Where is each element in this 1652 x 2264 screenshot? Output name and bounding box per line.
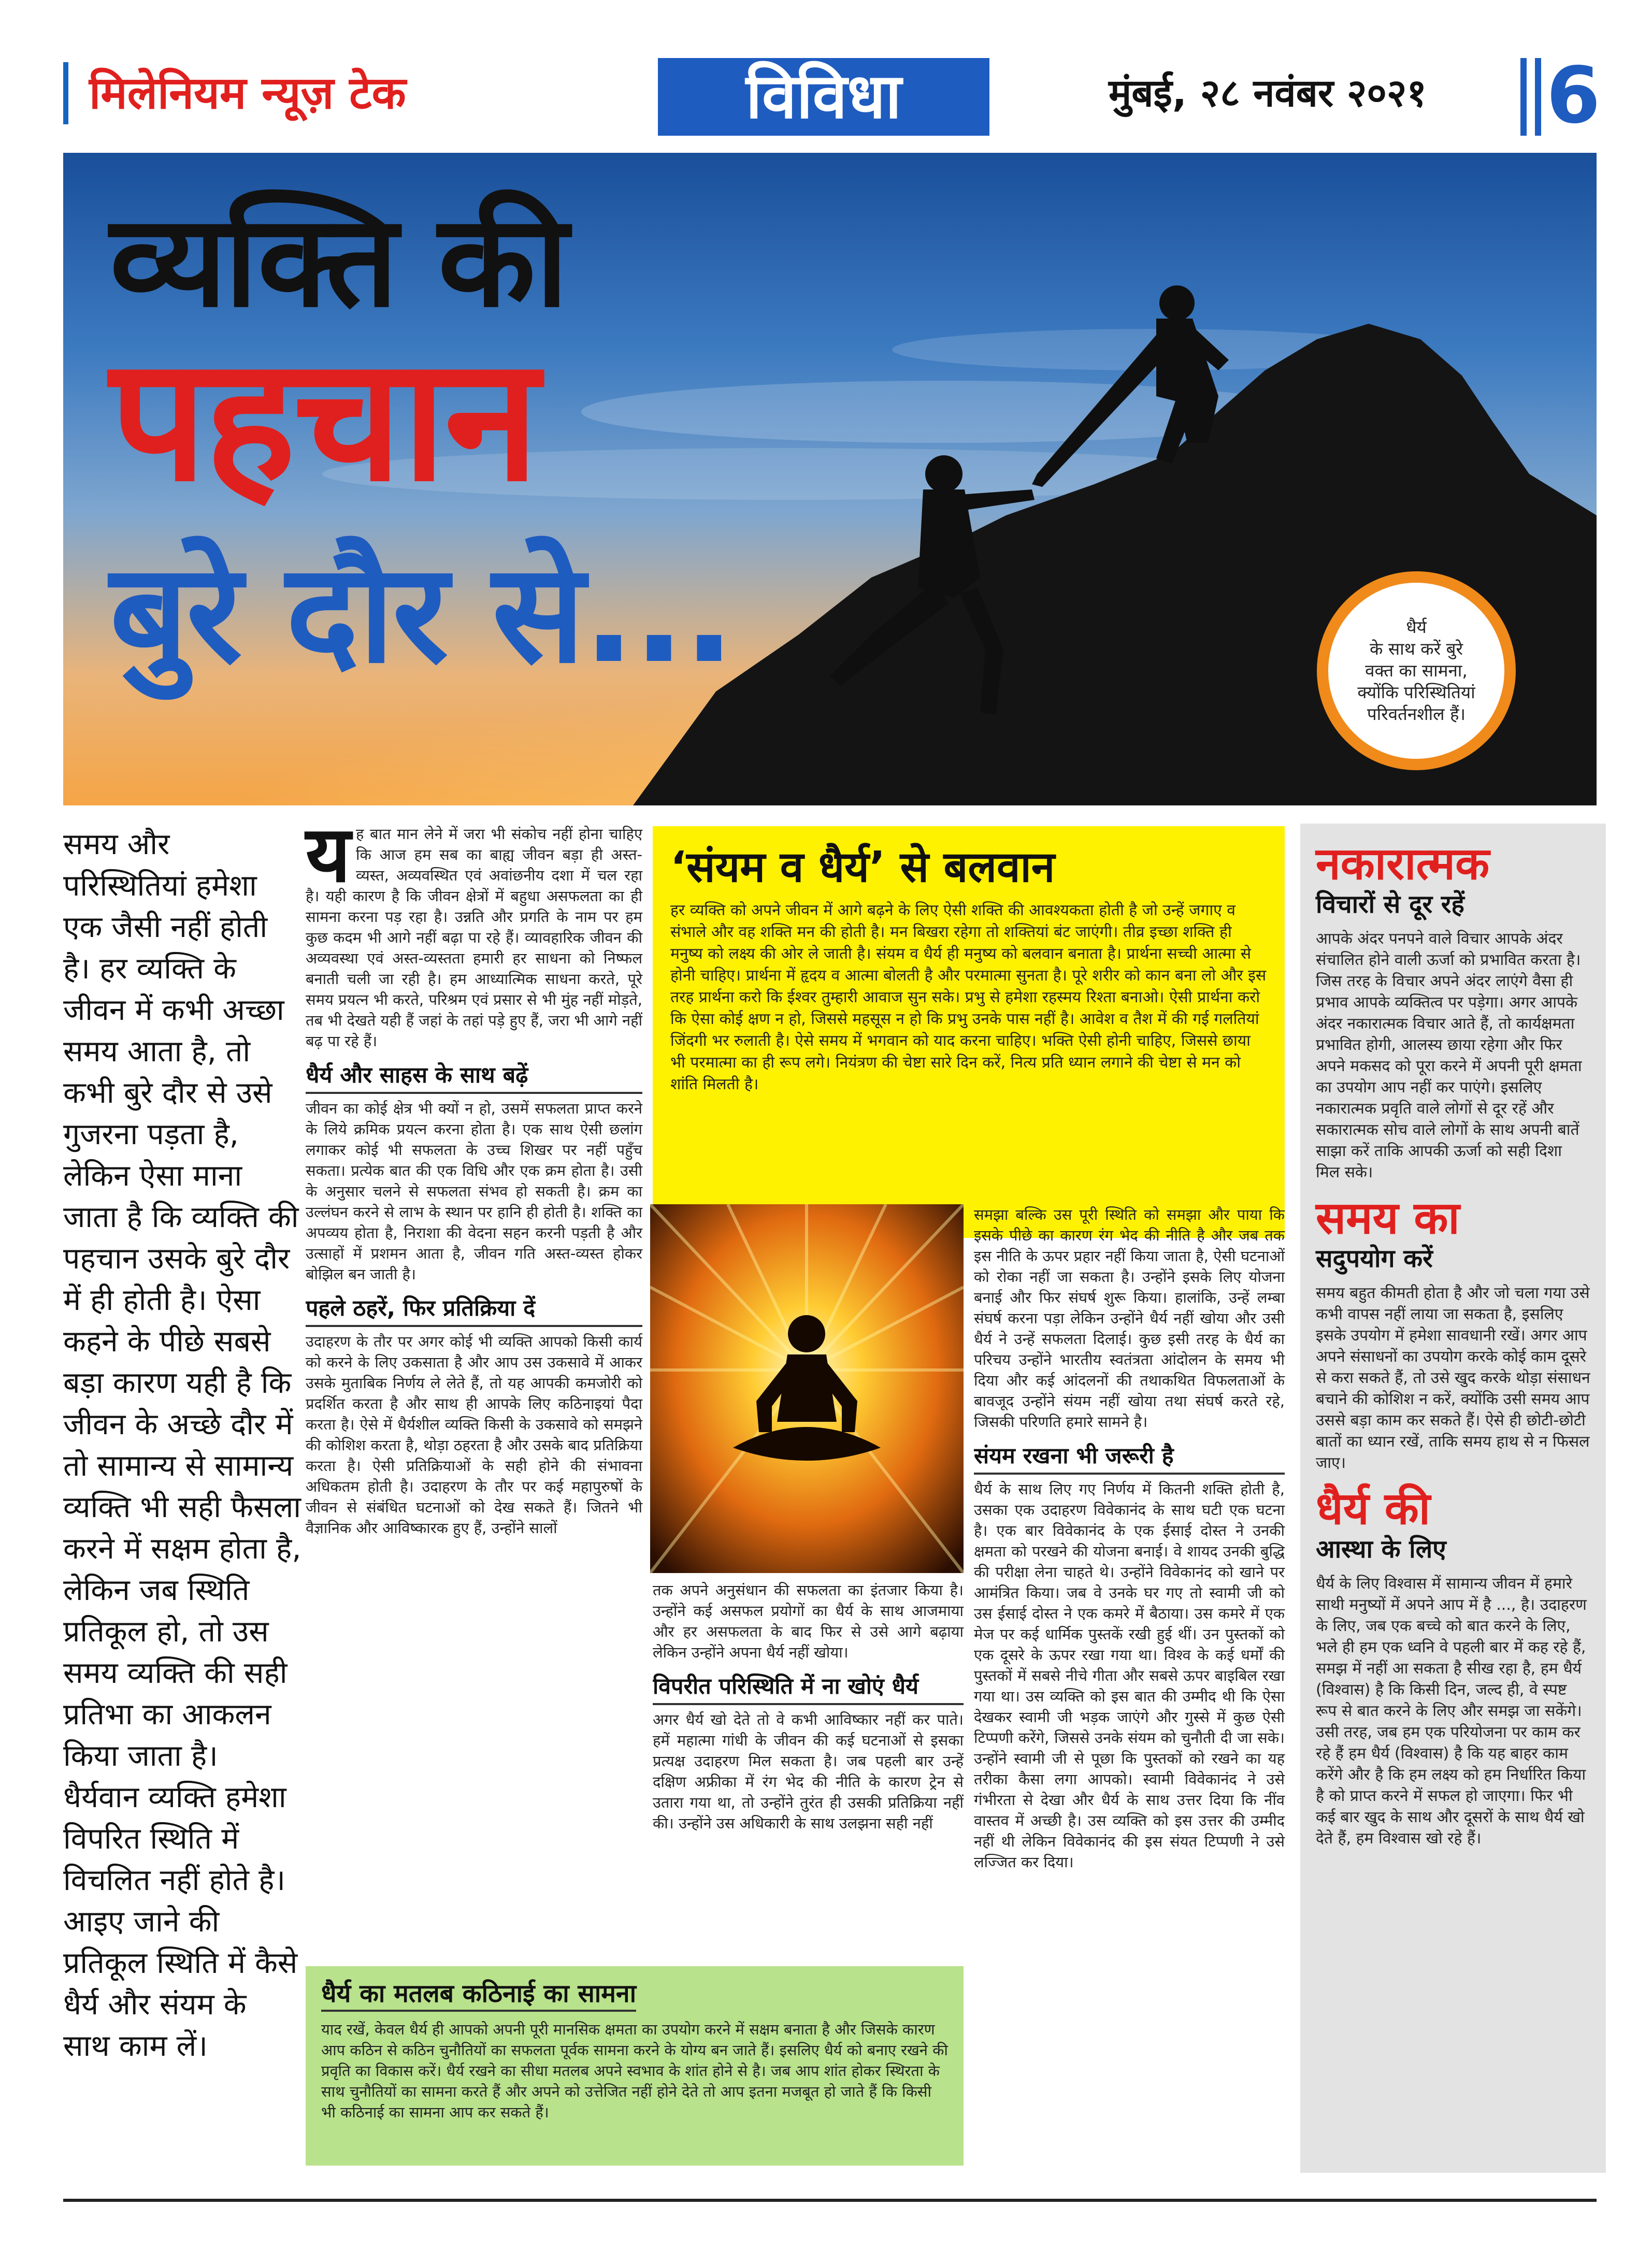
paragraph-gandhi: समझा बल्कि उस पूरी स्थिति को समझा और पाया कि इसके पीछे का कारण रंग भेद की नीति है और जब तक इस नीति के ऊपर प्रहार नहीं किया जाता है, ऐसी घटनाओं को रोका नहीं जा सकता है। उन्होंने इसके लिए योजना बनाई और फिर संघर्ष शुरू किया। हालांकि, उन्हें लम्बा संघर्ष करना पड़ा लेकिन उन्होंने धैर्य नहीं खोया और उसी धैर्य ने उन्हें सफलता दिलाई। कुछ इसी तरह के धैर्य का परिचय उन्होंने भारतीय स्वतंत्रता आंदोलन के समय भी दिया और कई आंदलनों की तथाकथित विफलताओं के बावजूद उन्होंने संयम नहीं खोया तथा संघर्ष करते रहे, जिसकी परिणति हमारे सामने है। — [974, 1206, 1285, 1431]
headline-line-1: व्यक्ति की — [110, 188, 567, 335]
sidebar-text-samay: समय बहुत कीमती होता है और जो चला गया उसे कभी वापस नहीं लाया जा सकता है, इसलिए इसके उपयोग में हमेशा सावधानी रखें। अगर आप अपने संसाधनों का उपयोग करके कोई काम दूसरे से करा सकते हैं, तो उसे खुद करके थोड़ा संसाधन बचाने की कोशिश न करें, क्योंकि उसी समय आप उससे बड़ा काम कर सकते हैं। ऐसे ही छोटी-छोटी बातों का ध्यान रखें, ताकि समय हाथ से न फिसल जाए। — [1316, 1284, 1590, 1472]
paragraph-vivekanand: धैर्य के साथ लिए गए निर्णय में कितनी शक्ति होती है, उसका एक उदाहरण विवेकानंद के साथ घटी एक घटना है। एक बार विवेकानंद के एक ईसाई दोस्त ने उनकी क्षमता को परखने की योजना बनाई। वे शायद उनकी बुद्धि की परीक्षा लेना चाहते थे। उन्होंने विवेकानंद को खाने पर आमंत्रित किया। जब वे उनके घर गए तो स्वामी जी को उस ईसाई दोस्त ने एक कमरे में बैठाया। उस कमरे में एक मेज पर कई धार्मिक पुस्तकें रखी हुई थीं। उन पुस्तकों को एक दूसरे के ऊपर रखा गया था। विश्व के कई धर्मों की पुस्तकों में सबसे नीचे गीता और सबसे ऊपर बाइबिल रखा गया था। उस व्यक्ति को इस बात की उम्मीद थी कि ऐसा देखकर स्वामी जी भड़क जाएंगे और गुस्से में कुछ ऐसी टिप्पणी करेंगे, जिससे उनके संयम को चुनौती दी जा सके। उन्होंने स्वामी जी से पूछा कि पुस्तकों को रखने का यह तरीका कैसा लगा आपको। स्वामी विवेकानंद ने उसे गंभीरता से देखा और धैर्य के साथ उत्तर दिया कि नींव वास्तव में अच्छी है। उस व्यक्ति को इस उत्तर की उम्मीद नहीं थी लेकिन विवेकानंद की इस संयत टिप्पणी ने उसे लज्जित कर दिया। — [974, 1480, 1285, 1871]
highlight-box-kathinai — [306, 1966, 964, 2166]
footer-rule — [63, 2199, 1597, 2202]
subhead-pehle-thahren: पहले ठहरें, फिर प्रतिक्रिया दें — [306, 1294, 642, 1327]
green-box-title: धैर्य का मतलब कठिनाई का सामना — [321, 1978, 636, 2012]
hero-banner — [63, 153, 1597, 805]
sidebar-heading-samay: समय का — [1316, 1192, 1460, 1244]
highlight-box-body: हर व्यक्ति को अपने जीवन में आगे बढ़ने के लिए ऐसी शक्ति की आवश्यकता होती है जो उन्हें जगाए व संभाले और वह शक्ति मन की होती है। मन बिखरा रहेगा तो शक्तियां बंट जाएंगी। तीव्र इच्छा शक्ति ही मनुष्य को लक्ष्य की ओर ले जाती है। संयम व धैर्य ही मनुष्य को बलवान बनाता है। प्रार्थना सच्ची आत्मा से होनी चाहिए। प्रार्थना में हृदय व आत्मा बोलती है और परमात्मा सुनता है। पूरे शरीर को कान बना लो और इस तरह प्रार्थना करो कि ईश्वर तुम्हारी आवाज सुन सके। प्रभु से हमेशा रहस्मय रिश्ता बनाओ। ऐसी प्रार्थना करो कि ऐसा कोई क्षण न हो, जिससे महसूस न हो कि प्रभु उनके पास नहीं है। आवेश व तैश में की गई गलतियां जिंदगी भर रुलाती है। ऐसे समय में भगवान को याद करना चाहिए। भक्ति ऐसी होनी चाहिए, जिससे छाया भी परमात्मा का ही रूप लगे। नियंत्रण की चेष्टा सारे दिन करें, नित्य प्रति ध्यान लगाने की चेष्टा से मन को शांति मिलती है। — [670, 901, 1267, 1093]
sidebar-subheading-dhairya: आस्था के लिए — [1316, 1535, 1446, 1564]
article-intro-text: ह बात मान लेने में जरा भी संकोच नहीं होना चाहिए कि आज हम सब का बाह्य जीवन बड़ा ही अस्त-व्यस्त, अव्यवस्थित एवं अवांछनीय दशा में चल रहा है। यही कारण है कि जीवन क्षेत्रों में बहुधा असफलता का ही सामना करना पड़ रहा है। उन्नति और प्रगति के नाम पर हम कुछ कदम भी आगे नहीं बढ़ा पा रहे हैं। व्यावहारिक जीवन की अव्यवस्था एवं अस्त-व्यस्तता हमारी हर साधना को निष्फल बनाती चली जा रही है। हम आध्यात्मिक साधना करते, पूरे समय प्रयत्न भी करते, परिश्रम एवं प्रसार से भी मुंह नहीं मोड़ते, तब भी देखते यही हैं जहां के तहां पड़े हुए हैं, जरा भी आगे नहीं बढ़ पा रहे हैं। — [306, 825, 642, 1050]
dateline: मुंबई, २८ नवंबर २०२१ — [1109, 71, 1427, 116]
sidebar-heading-dhairya: धैर्य की — [1316, 1483, 1431, 1535]
paragraph-pehle-thahren: उदाहरण के तौर पर अगर कोई भी व्यक्ति आपको किसी कार्य को करने के लिए उकसाता है और आप उस उकसावे में आकर उसके मुताबिक निर्णय ले लेते हैं, तो यह आपकी कमजोरी को प्रदर्शित करता है और साथ ही आपके लिए कठिनाइयां पैदा करता है। ऐसे में धैर्यशील व्यक्ति किसी के उकसावे को समझने की कोशिश करता है, थोड़ा ठहरता है और उसके बाद प्रतिक्रिया करता है। ऐसी प्रतिक्रियाओं के सही होने की संभावना अधिकतम होती है। उदाहरण के तौर पर कई महापुरुषों के जीवन से संबंधित घटनाओं को देख सकते हैं। जितने भी वैज्ञानिक और आविष्कारक हुए हैं, उन्होंने सालों — [306, 1333, 642, 1537]
subhead-sanyam-rakhna: संयम रखना भी जरूरी है — [974, 1441, 1285, 1475]
page-number: 6 — [1546, 51, 1601, 141]
sidebar-subheading-nakaratmak: विचारों से दूर रहें — [1316, 890, 1464, 919]
article-intro-paragraph — [306, 810, 642, 1051]
headline-line-3: बुरे दौर से... — [110, 534, 734, 694]
masthead — [0, 0, 1652, 140]
paragraph-anusandhan: तक अपने अनुसंधान की सफलता का इंतजार किया है। उन्होंने कई असफल प्रयोगों का धैर्य के साथ आजमाया और हर असफलता के बाद फिर से उसे आगे बढ़ाया लेकिन उन्होंने अपना धैर्य नहीं खोया। — [653, 1581, 964, 1661]
quote-badge — [1317, 571, 1516, 770]
section-title: विविधा — [658, 58, 989, 136]
quote-badge-text: धैर्य के साथ करें बुरे वक्त का सामना, क्योंकि परिस्थितियां परिवर्तनशील हैं। — [1357, 617, 1475, 724]
page-number-bars — [1520, 58, 1541, 136]
sidebar-text-dhairya: धैर्य के लिए विश्वास में सामान्य जीवन में हमारे साथी मनुष्यों में अपने आप में है ..., है। उदाहरण के लिए, जब एक बच्चे को बात करने के लिए, भले ही हम एक ध्वनि वे पहली बार में कह रहे हैं, समझ में नहीं आ सकता है सीख रहा है, हम धैर्य (विश्वास) है कि किसी दिन, जल्द ही, वे स्पष्ट रूप से बात करने के लिए और समझ जा सकेंगे। उसी तरह, जब हम एक परियोजना पर काम कर रहे हैं हम धैर्य (विश्वास) है कि यह बाहर काम करेंगे और है कि हम लक्ष्य को हम निर्धारित किया है को प्राप्त करने में सफल हो जाएगा। फिर भी कई बार खुद के साथ और दूसरों के साथ धैर्य खो देते हैं, हम विश्वास खो रहे हैं। — [1316, 1575, 1587, 1848]
sidebar-heading-nakaratmak: नकारात्मक — [1316, 838, 1490, 890]
paragraph-dhairya-sahas: जीवन का कोई क्षेत्र भी क्यों न हो, उसमें सफलता प्राप्त करने के लिये क्रमिक प्रयत्न करना होता है। एक साथ ऐसी छलांग लगाकर कोई भी सफलता के उच्च शिखर पर नहीं पहुँच सकता। प्रत्येक बात की एक विधि और एक क्रम होता है। उसी के अनुसार चलने से सफलता संभव हो सकती है। क्रम का उल्लंघन करने से लाभ के स्थान पर हानि ही होती है। शक्ति का अपव्यय होता है, निराशा की वेदना सहन करनी पड़ती है और उत्साहों में प्रशमन आता है, जीवन गति अस्त-व्यस्त होकर बोझिल बन जाती है। — [306, 1100, 642, 1283]
newspaper-brand: मिलेनियम न्यूज़ टेक — [63, 62, 379, 124]
meditation-illustration — [650, 1204, 964, 1573]
sidebar-text-nakaratmak: आपके अंदर पनपने वाले विचार आपके अंदर संचालित होने वाली ऊर्जा को प्रभावित करता है। जिस तरह के विचार अपने अंदर लाएंगे वैसा ही प्रभाव आपके व्यक्तित्व पर पड़ेगा। अगर आपके अंदर नकारात्मक विचार आते हैं, तो कार्यक्षमता प्रभावित होगी, आलस्य छाया रहेगा और फिर अपने मकसद को पूरा करने में अपनी पूरी क्षमता का उपयोग आप नहीं कर पाएंगे। इसलिए नकारात्मक प्रवृति वाले लोगों से दूर रहें और सकारात्मक सोच वाले लोगों के साथ अपनी बातें साझा करें ताकि आपकी ऊर्जा को सही दिशा मिल सके। — [1316, 930, 1582, 1181]
drop-cap: य — [306, 810, 351, 900]
meditation-image — [650, 1204, 964, 1573]
subhead-dhairya-sahas: धैर्य और साहस के साथ बढ़ें — [306, 1061, 642, 1094]
article-column-3 — [653, 1580, 964, 1834]
green-box-body: याद रखें, केवल धैर्य ही आपको अपनी पूरी मानसिक क्षमता का उपयोग करने में सक्षम बनाता है और जिसके कारण आप कठिन से कठिन चुनौतियों का सफलता पूर्वक सामना करने के योग्य बन जाते हैं। इसलिए धैर्य को बनाए रखने की प्रवृति का विकास करें। धैर्य रखने का सीधा मतलब अपने स्वभाव के शांत होने से है। जब आप शांत होकर स्थिरता के साथ चुनौतियों का सामना करते हैं और अपने को उत्तेजित नहीं होने देते तो आप इतना मजबूत हो जाते हैं कि किसी भी कठिनाई का सामना आप कर सकते हैं। — [321, 2021, 948, 2121]
paragraph-vipreet-paristhiti: अगर धैर्य खो देते तो वे कभी आविष्कार नहीं कर पाते। हमें महात्मा गांधी के जीवन की कई घटनाओं से इसका प्रत्यक्ष उदाहरण मिल सकता है। जब पहली बार उन्हें दक्षिण अफ्रीका में रंग भेद की नीति के कारण ट्रेन से उतारा गया था, तो उन्होंने तुरंत ही उसकी प्रतिक्रिया नहीं की। उन्होंने उस अधिकारी के साथ उलझना सही नहीं — [653, 1711, 964, 1832]
highlight-box-title: ‘संयम व धैर्य’ से बलवान — [670, 843, 1055, 892]
highlight-box-sanyam — [653, 826, 1285, 1238]
sidebar-subheading-samay: सदुपयोग करें — [1316, 1244, 1433, 1273]
article-column-4 — [974, 1204, 1285, 1872]
subhead-vipreet-paristhiti: विपरीत परिस्थिति में ना खोएं धैर्य — [653, 1672, 964, 1705]
intro-text: समय और परिस्थितियां हमेशा एक जैसी नहीं होती है। हर व्यक्ति के जीवन में कभी अच्छा समय आता है, तो कभी बुरे दौर से उसे गुजरना पड़ता है, लेकिन ऐसा माना जाता है कि व्यक्ति की पहचान उसके बुरे दौर में ही होती है। ऐसा कहने के पीछे सबसे बड़ा कारण यही है कि जीवन के अच्छे दौर में तो सामान्य से सामान्य व्यक्ति भी सही फैसला करने में सक्षम होता है, लेकिन जब स्थिति प्रतिकूल हो, तो उस समय व्यक्ति की सही प्रतिभा का आकलन किया जाता है। धैर्यवान व्यक्ति हमेशा विपरित स्थिति में विचलित नहीं होते है। आइए जाने की प्रतिकूल स्थिति में कैसे धैर्य और संयम के साथ काम लें। — [63, 827, 301, 2063]
intro-column — [63, 824, 301, 2160]
headline-line-2: पहचान — [110, 320, 537, 519]
sidebar-tips — [1300, 824, 1606, 2173]
article-column-2 — [306, 810, 642, 1538]
